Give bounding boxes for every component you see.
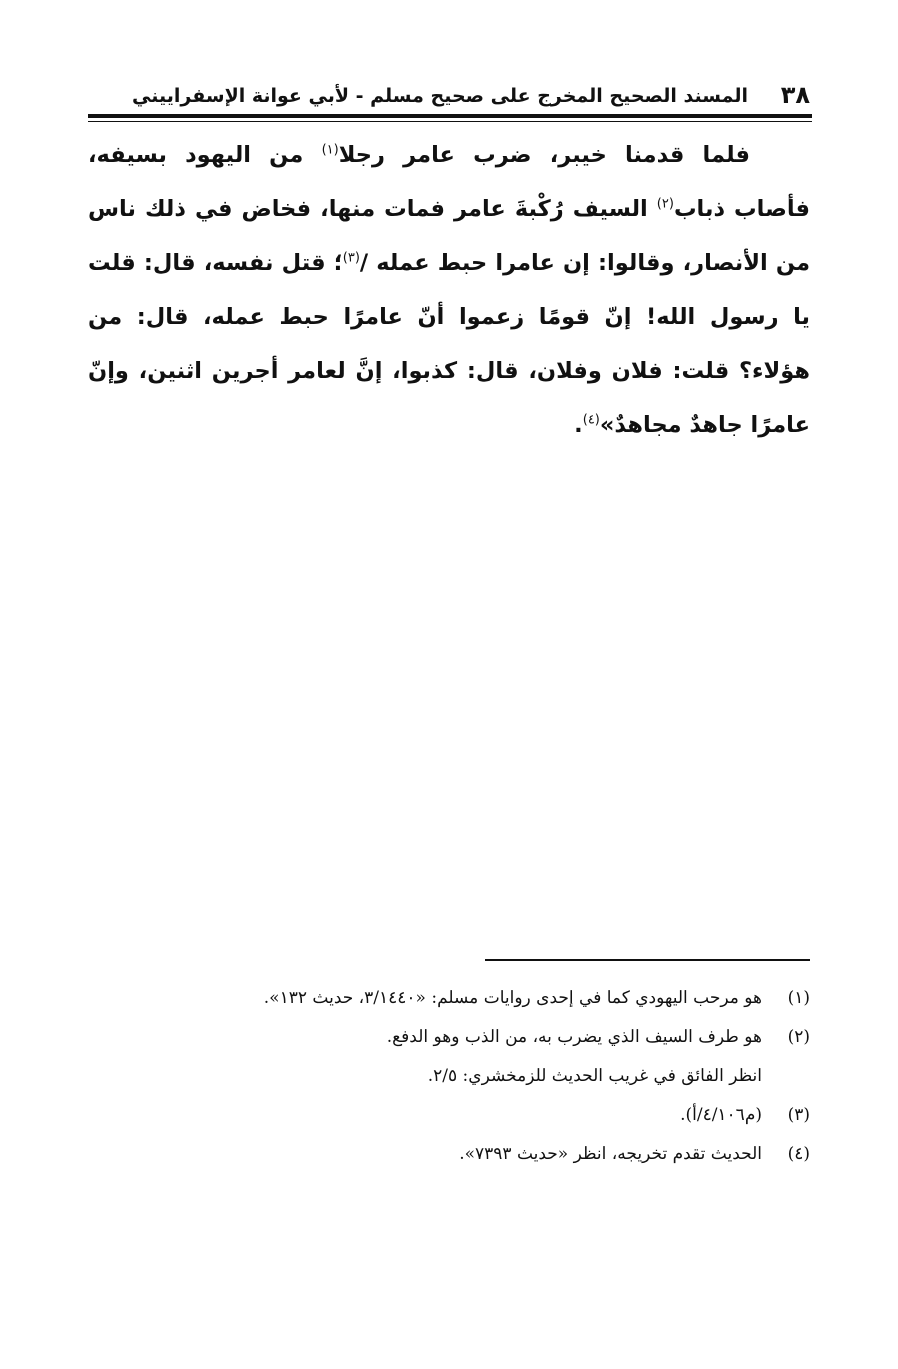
footnote-3 (88, 1097, 810, 1136)
hadith-paragraph (88, 128, 810, 452)
footnote-1 (88, 980, 810, 1019)
footnote-ref-2: (٢) (656, 196, 674, 212)
running-title: المسند الصحيح المخرج على صحيح مسلم - لأبي عوانة الإسفراييني (132, 85, 748, 107)
text-segment: فلما قدمنا خيبر، ضرب عامر رجلا (338, 142, 750, 168)
footnote-text: انظر الفائق في غريب الحديث للزمخشري: ٢/٥. (427, 1066, 762, 1086)
footnotes (88, 980, 810, 1175)
footnote-text: (م٤/١٠٦/أ). (680, 1105, 762, 1125)
footnote-number: (٤) (787, 1144, 810, 1164)
footnote-number: (٢) (787, 1027, 810, 1047)
footnote-text: الحديث تقدم تخريجه، انظر «حديث ٧٣٩٣». (459, 1144, 762, 1164)
text-segment: . (574, 412, 583, 438)
header-rule-thin (88, 121, 812, 122)
footnote-ref-1: (١) (321, 142, 339, 158)
text-segment: السيف رُكْبةَ عامر فمات منها، فخاض في ذلك ناس من الأنصار، وقالوا: إن عامرا حبط عمله / (88, 196, 810, 276)
footnote-text: هو طرف السيف الذي يضرب به، من الذب وهو الدفع. (386, 1027, 762, 1047)
footnote-4 (88, 1136, 810, 1175)
footnote-number: (٣) (787, 1105, 810, 1125)
footnote-number: (١) (787, 988, 810, 1008)
footnote-2-continuation (88, 1058, 810, 1097)
footnote-text: هو مرحب اليهودي كما في إحدى روايات مسلم: «٣/١٤٤٠، حديث ١٣٢». (263, 988, 762, 1008)
header-rule-thick (88, 114, 812, 118)
text-segment: ؛ قتل نفسه، قال: قلت يا رسول الله! إنّ قومًا زعموا أنّ عامرًا حبط عمله، قال: من هؤلاء؟ قلت: فلان وفلان، قال: كذبوا، إنَّ لعامر أجرين اثنين، وإنّ عامرًا جاهدٌ مجاهدٌ» (88, 250, 810, 438)
page-header (88, 80, 810, 116)
footnote-ref-4: (٤) (582, 412, 600, 428)
footnote-separator (485, 959, 810, 961)
page-number: ٣٨ (780, 81, 810, 109)
text-segment: من اليهود بسيفه، فأصاب ذباب (88, 142, 810, 222)
footnote-ref-3: (٣) (342, 250, 360, 266)
footnote-2 (88, 1019, 810, 1058)
